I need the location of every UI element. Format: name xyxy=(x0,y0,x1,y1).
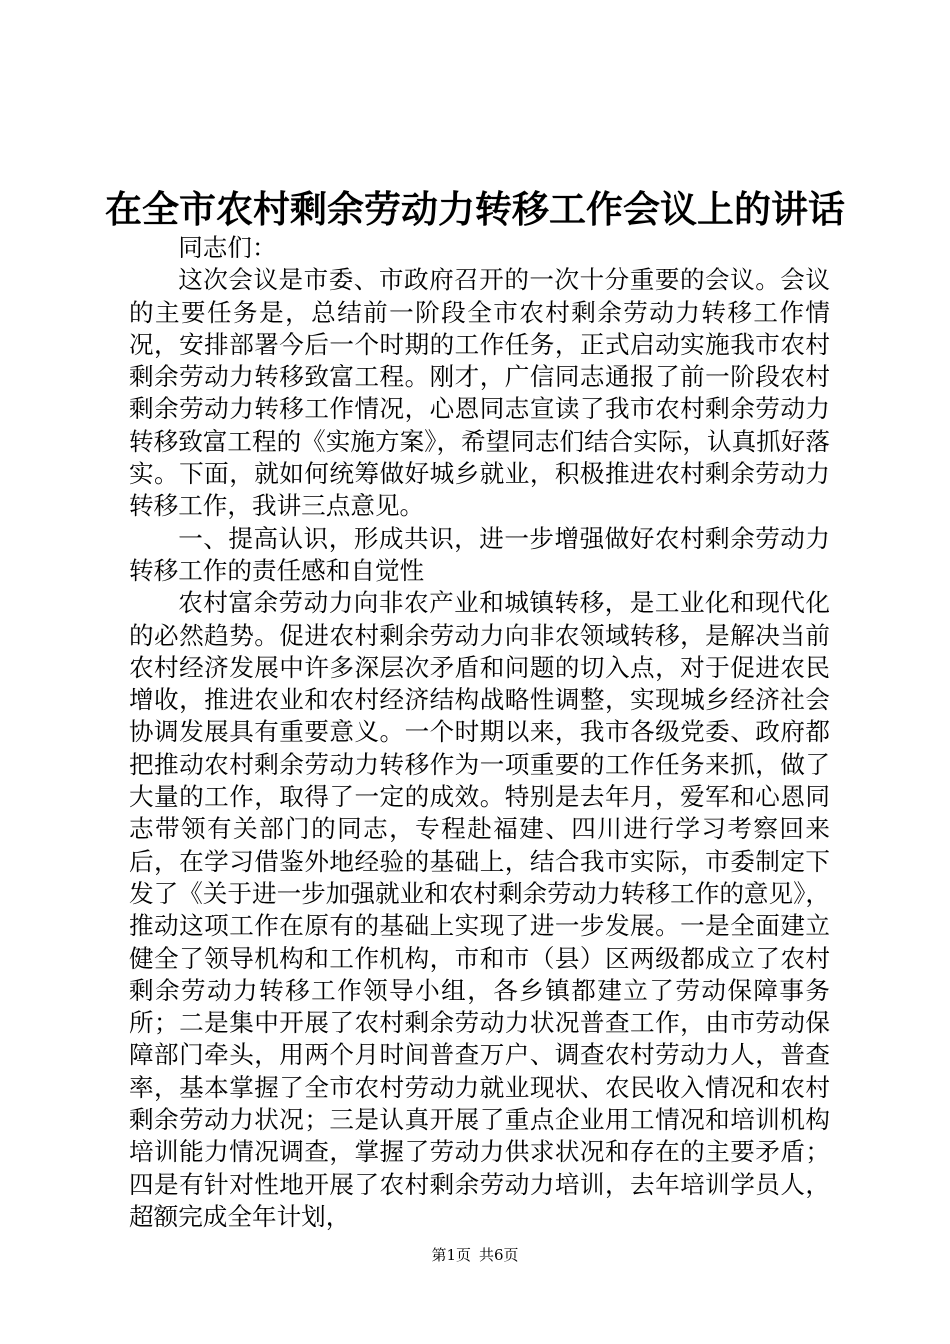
page-footer xyxy=(0,1245,950,1265)
page-total: 共6页 xyxy=(479,1246,519,1264)
section-heading: 一、提高认识，形成共识，进一步增强做好农村剩余劳动力转移工作的责任感和自觉性 xyxy=(129,523,830,585)
body-paragraph: 这次会议是市委、市政府召开的一次十分重要的会议。会议的主要任务是，总结前一阶段全市农村剩余劳动力转移工作情况，安排部署今后一个时期的工作任务，正式启动实施我市农村剩余劳动力转移致富工程。刚才，广信同志通报了前一阶段农村剩余劳动力转移工作情况，心恩同志宣读了我市农村剩余劳动力转移致富工程的《实施方案》，希望同志们结合实际，认真抓好落实。下面，就如何统筹做好城乡就业，积极推进农村剩余劳动力转移工作，我讲三点意见。 xyxy=(129,265,830,521)
body-paragraph: 农村富余劳动力向非农产业和城镇转移，是工业化和现代化的必然趋势。促进农村剩余劳动力向非农领域转移，是解决当前农村经济发展中许多深层次矛盾和问题的切入点，对于促进农民增收，推进农业和农村经济结构战略性调整，实现城乡经济社会协调发展具有重要意义。一个时期以来，我市各级党委、政府都把推动农村剩余劳动力转移作为一项重要的工作任务来抓，做了大量的工作，取得了一定的成效。特别是去年月，爱军和心恩同志带领有关部门的同志，专程赴福建、四川进行学习考察回来后，在学习借鉴外地经验的基础上，结合我市实际，市委制定下发了《关于进一步加强就业和农村剩余劳动力转移工作的意见》，推动这项工作在原有的基础上实现了进一步发展。一是全面建立健全了领导机构和工作机构，市和市（县）区两级都成立了农村剩余劳动力转移工作领导小组，各乡镇都建立了劳动保障事务所；二是集中开展了农村剩余劳动力状况普查工作，由市劳动保障部门牵头，用两个月时间普查万户、调查农村劳动力人，普查率，基本掌握了全市农村劳动力就业现状、农民收入情况和农村剩余劳动力状况；三是认真开展了重点企业用工情况和培训机构培训能力情况调查，掌握了劳动力供求状况和存在的主要矛盾；四是有针对性地开展了农村剩余劳动力培训，去年培训学员人，超额完成全年计划， xyxy=(129,588,830,1231)
document-body xyxy=(129,232,830,1233)
salutation: 同志们： xyxy=(178,233,277,262)
page-number: 第1页 xyxy=(431,1246,471,1264)
document-title: 在全市农村剩余劳动力转移工作会议上的讲话 xyxy=(105,187,845,231)
